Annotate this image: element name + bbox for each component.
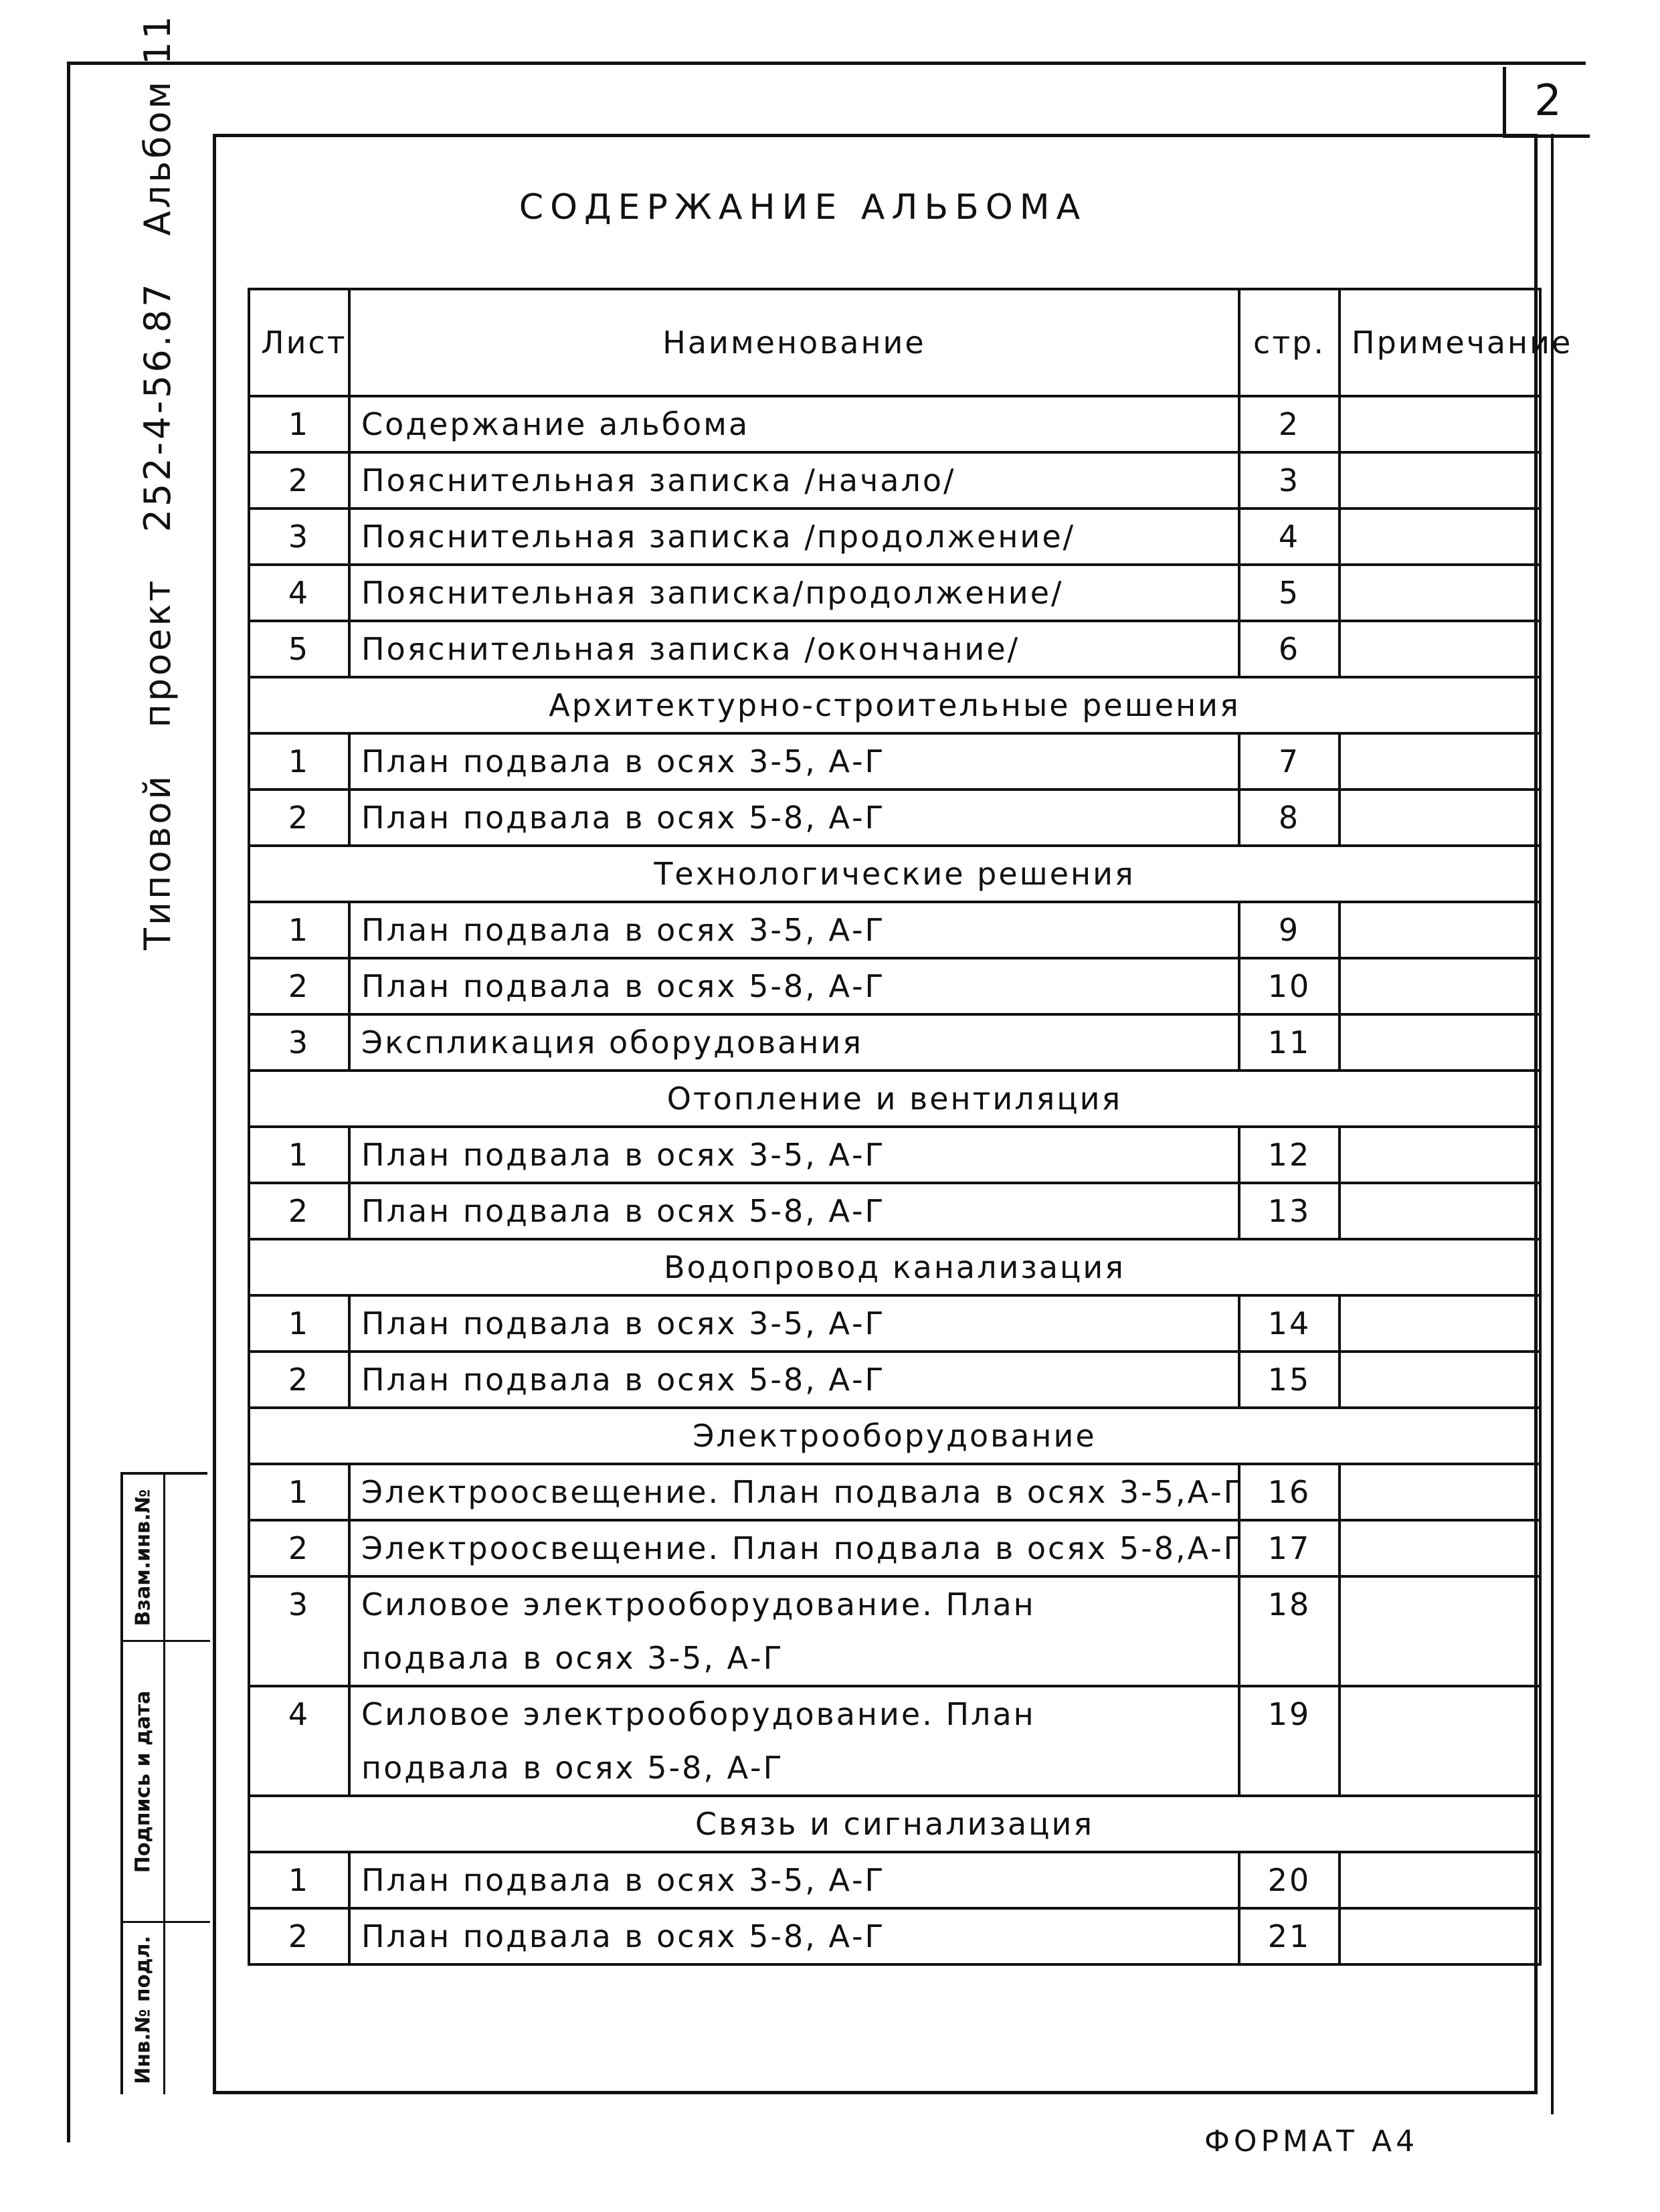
table-row bbox=[249, 1908, 1540, 1964]
row-note bbox=[1340, 621, 1540, 677]
row-sheet: 2 bbox=[249, 958, 349, 1014]
side-title bbox=[120, 13, 194, 950]
row-sheet: 2 bbox=[249, 790, 349, 846]
row-sheet: 3 bbox=[249, 509, 349, 565]
section-title: Отопление и вентиляция bbox=[249, 1071, 1540, 1127]
table-row bbox=[249, 621, 1540, 677]
row-name: Электроосвещение. План подвала в осях 5-8,А-Г bbox=[349, 1520, 1239, 1576]
row-sheet: 1 bbox=[249, 396, 349, 452]
row-name: План подвала в осях 5-8, А-Г bbox=[349, 1908, 1239, 1964]
row-note bbox=[1340, 1576, 1540, 1631]
header-name: Наименование bbox=[349, 289, 1239, 396]
row-name: Пояснительная записка/продолжение/ bbox=[349, 565, 1239, 621]
row-page: 12 bbox=[1239, 1127, 1340, 1183]
row-note bbox=[1340, 1352, 1540, 1408]
stamp-cell-original bbox=[123, 1923, 163, 2097]
section-row bbox=[249, 677, 1540, 733]
table-row-continued bbox=[249, 1631, 1540, 1686]
table-row bbox=[249, 452, 1540, 509]
row-page: 18 bbox=[1239, 1576, 1340, 1631]
row-sheet: 4 bbox=[249, 565, 349, 621]
row-note bbox=[1340, 1631, 1540, 1686]
row-sheet: 4 bbox=[249, 1686, 349, 1741]
row-sheet: 1 bbox=[249, 1852, 349, 1908]
row-page: 9 bbox=[1239, 902, 1340, 958]
row-note bbox=[1340, 396, 1540, 452]
stamp-label-signature: Подпись и дата bbox=[131, 1690, 155, 1873]
page-title: СОДЕРЖАНИЕ АЛЬБОМА bbox=[519, 187, 1087, 227]
row-name: Содержание альбома bbox=[349, 396, 1239, 452]
row-page: 11 bbox=[1239, 1014, 1340, 1071]
table-row bbox=[249, 1183, 1540, 1239]
row-name: План подвала в осях 5-8, А-Г bbox=[349, 1183, 1239, 1239]
row-page: 10 bbox=[1239, 958, 1340, 1014]
table-row bbox=[249, 1127, 1540, 1183]
table-row bbox=[249, 396, 1540, 452]
row-note bbox=[1340, 902, 1540, 958]
row-page: 5 bbox=[1239, 565, 1340, 621]
section-row bbox=[249, 1239, 1540, 1295]
row-note bbox=[1340, 1464, 1540, 1520]
table-row bbox=[249, 958, 1540, 1014]
table-row bbox=[249, 565, 1540, 621]
row-note bbox=[1340, 509, 1540, 565]
table-row-continued bbox=[249, 1741, 1540, 1796]
row-page: 20 bbox=[1239, 1852, 1340, 1908]
row-name: Силовое электрооборудование. План bbox=[349, 1576, 1239, 1631]
table-row bbox=[249, 1686, 1540, 1741]
table-header-row bbox=[249, 289, 1540, 396]
row-name: План подвала в осях 3-5, А-Г bbox=[349, 1295, 1239, 1352]
side-title-album: Альбом 11 bbox=[136, 13, 179, 236]
table-row bbox=[249, 1852, 1540, 1908]
row-note bbox=[1340, 1908, 1540, 1964]
row-note bbox=[1340, 1183, 1540, 1239]
row-page: 3 bbox=[1239, 452, 1340, 509]
row-sheet: 2 bbox=[249, 452, 349, 509]
row-page: 19 bbox=[1239, 1686, 1340, 1741]
section-title: Технологические решения bbox=[249, 846, 1540, 902]
row-page: 17 bbox=[1239, 1520, 1340, 1576]
header-note: Примечание bbox=[1340, 289, 1540, 396]
stamp-blank-signature bbox=[163, 1642, 210, 1923]
row-page: 15 bbox=[1239, 1352, 1340, 1408]
table-row bbox=[249, 1464, 1540, 1520]
row-page bbox=[1239, 1741, 1340, 1796]
table-row bbox=[249, 1352, 1540, 1408]
row-note bbox=[1340, 1127, 1540, 1183]
row-page: 8 bbox=[1239, 790, 1340, 846]
row-sheet: 2 bbox=[249, 1520, 349, 1576]
row-name: План подвала в осях 3-5, А-Г bbox=[349, 733, 1239, 790]
row-note bbox=[1340, 1686, 1540, 1741]
table-row bbox=[249, 1295, 1540, 1352]
side-title-project: проект bbox=[136, 577, 179, 728]
row-name: подвала в осях 3-5, А-Г bbox=[349, 1631, 1239, 1686]
row-note bbox=[1340, 958, 1540, 1014]
table-row bbox=[249, 509, 1540, 565]
row-page: 7 bbox=[1239, 733, 1340, 790]
table-row bbox=[249, 1576, 1540, 1631]
section-row bbox=[249, 1796, 1540, 1852]
stamp-cell-signature bbox=[123, 1642, 163, 1923]
row-name: План подвала в осях 3-5, А-Г bbox=[349, 1127, 1239, 1183]
header-sheet: Лист bbox=[249, 289, 349, 396]
header-page: стр. bbox=[1239, 289, 1340, 396]
row-name: План подвала в осях 5-8, А-Г bbox=[349, 958, 1239, 1014]
row-page bbox=[1239, 1631, 1340, 1686]
row-name: План подвала в осях 3-5, А-Г bbox=[349, 1852, 1239, 1908]
side-title-type: Типовой bbox=[136, 773, 179, 950]
row-sheet bbox=[249, 1741, 349, 1796]
stamp-strip bbox=[120, 1472, 207, 2094]
side-title-code: 252-4-56.87 bbox=[136, 281, 179, 533]
section-title: Архитектурно-строительные решения bbox=[249, 677, 1540, 733]
sheet-number-box bbox=[1503, 67, 1590, 138]
row-note bbox=[1340, 733, 1540, 790]
row-note bbox=[1340, 565, 1540, 621]
row-name: План подвала в осях 5-8, А-Г bbox=[349, 790, 1239, 846]
row-page: 21 bbox=[1239, 1908, 1340, 1964]
row-sheet: 1 bbox=[249, 1127, 349, 1183]
row-note bbox=[1340, 1852, 1540, 1908]
stamp-blank-original bbox=[163, 1923, 210, 2097]
row-note bbox=[1340, 1520, 1540, 1576]
stamp-label-original: Инв.№ подл. bbox=[131, 1936, 155, 2084]
contents-table bbox=[248, 288, 1573, 1966]
sheet-number: 2 bbox=[1534, 76, 1562, 126]
row-sheet: 2 bbox=[249, 1908, 349, 1964]
section-title: Электрооборудование bbox=[249, 1408, 1540, 1464]
row-page: 4 bbox=[1239, 509, 1340, 565]
row-name: Силовое электрооборудование. План bbox=[349, 1686, 1239, 1741]
row-sheet: 1 bbox=[249, 902, 349, 958]
format-label: ФОРМАТ А4 bbox=[1204, 2124, 1419, 2158]
row-page: 6 bbox=[1239, 621, 1340, 677]
row-name: Пояснительная записка /продолжение/ bbox=[349, 509, 1239, 565]
row-name: План подвала в осях 3-5, А-Г bbox=[349, 902, 1239, 958]
row-sheet: 3 bbox=[249, 1014, 349, 1071]
row-name: Пояснительная записка /окончание/ bbox=[349, 621, 1239, 677]
row-name: Экспликация оборудования bbox=[349, 1014, 1239, 1071]
table-row bbox=[249, 790, 1540, 846]
row-note bbox=[1340, 1014, 1540, 1071]
right-frame-line bbox=[1551, 134, 1554, 2114]
section-title: Связь и сигнализация bbox=[249, 1796, 1540, 1852]
row-note bbox=[1340, 1741, 1540, 1796]
row-page: 2 bbox=[1239, 396, 1340, 452]
row-sheet bbox=[249, 1631, 349, 1686]
row-page: 16 bbox=[1239, 1464, 1340, 1520]
row-note bbox=[1340, 452, 1540, 509]
table-row bbox=[249, 1520, 1540, 1576]
stamp-labels bbox=[123, 1475, 163, 2094]
row-name: Электроосвещение. План подвала в осях 3-5,А-Г bbox=[349, 1464, 1239, 1520]
row-page: 14 bbox=[1239, 1295, 1340, 1352]
row-sheet: 3 bbox=[249, 1576, 349, 1631]
section-row bbox=[249, 846, 1540, 902]
row-name: подвала в осях 5-8, А-Г bbox=[349, 1741, 1239, 1796]
table-row bbox=[249, 902, 1540, 958]
table-row bbox=[249, 733, 1540, 790]
stamp-label-exchange: Взам.инв.№ bbox=[131, 1489, 155, 1626]
row-name: План подвала в осях 5-8, А-Г bbox=[349, 1352, 1239, 1408]
row-sheet: 1 bbox=[249, 1464, 349, 1520]
stamp-cell-exchange bbox=[123, 1475, 163, 1642]
section-title: Водопровод канализация bbox=[249, 1239, 1540, 1295]
row-note bbox=[1340, 790, 1540, 846]
section-row bbox=[249, 1071, 1540, 1127]
row-sheet: 2 bbox=[249, 1352, 349, 1408]
row-note bbox=[1340, 1295, 1540, 1352]
row-sheet: 2 bbox=[249, 1183, 349, 1239]
stamp-blank-exchange bbox=[163, 1475, 210, 1642]
row-page: 13 bbox=[1239, 1183, 1340, 1239]
table-row bbox=[249, 1014, 1540, 1071]
section-row bbox=[249, 1408, 1540, 1464]
row-name: Пояснительная записка /начало/ bbox=[349, 452, 1239, 509]
row-sheet: 5 bbox=[249, 621, 349, 677]
row-sheet: 1 bbox=[249, 1295, 349, 1352]
row-sheet: 1 bbox=[249, 733, 349, 790]
